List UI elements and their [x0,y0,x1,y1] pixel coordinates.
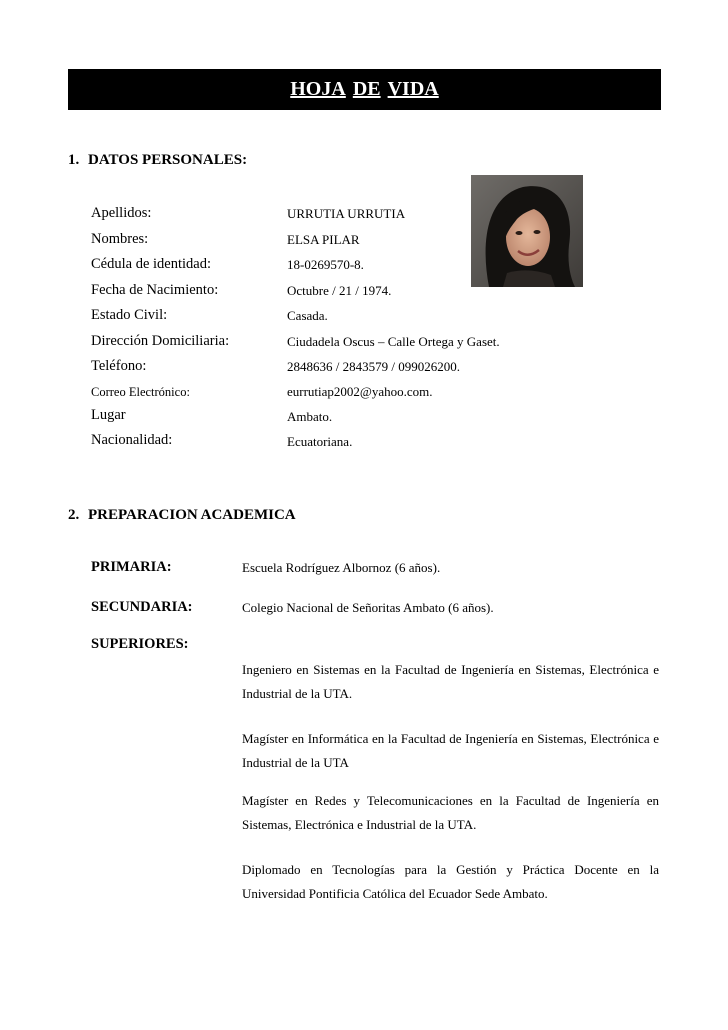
value-cedula: 18-0269570-8. [287,257,364,272]
superior-degree-1: Ingeniero en Sistemas en la Facultad de Ingeniería en Sistemas, Electrónica e Industrial de la UTA. [242,662,659,701]
value-nombres: ELSA PILAR [287,232,360,247]
label-fecha-nacimiento: Fecha de Nacimiento: [91,282,219,298]
portrait-image [471,175,583,287]
value-primaria: Escuela Rodríguez Albornoz (6 años). [242,560,441,575]
value-nacionalidad: Ecuatoriana. [287,434,353,449]
section-number: 1. [68,152,80,168]
value-lugar: Ambato. [287,409,333,424]
superior-degree-4: Diplomado en Tecnologías para la Gestión y Práctica Docente en la Universidad Pontificia Católica del Ecuador Sede Ambato. [242,862,659,901]
label-apellidos: Apellidos: [91,205,152,221]
title-word-de: DE [352,78,381,100]
label-telefono: Teléfono: [91,358,147,374]
label-nombres: Nombres: [91,231,149,247]
label-secundaria: SECUNDARIA: [91,599,193,615]
title-word-vida: VIDA [387,78,439,100]
section-title: DATOS PERSONALES: [88,152,248,168]
section-number: 2. [68,507,80,523]
label-direccion: Dirección Domiciliaria: [91,333,230,349]
portrait-photo [471,175,583,287]
label-nacionalidad: Nacionalidad: [91,432,173,448]
section-heading-personal [68,152,247,169]
value-fecha-nacimiento: Octubre / 21 / 1974. [287,283,392,298]
label-lugar: Lugar [91,407,126,423]
value-direccion: Ciudadela Oscus – Calle Ortega y Gaset. [287,334,500,349]
value-apellidos: URRUTIA URRUTIA [287,206,406,221]
value-correo: eurrutiap2002@yahoo.com. [287,384,433,399]
superior-degree-3: Magíster en Redes y Telecomunicaciones en la Facultad de Ingeniería en Sistemas, Electrónica e Industrial de la UTA. [242,793,659,832]
value-secundaria: Colegio Nacional de Señoritas Ambato (6 años). [242,600,494,615]
label-primaria: PRIMARIA: [91,559,172,575]
label-correo: Correo Electrónico: [91,385,190,399]
document-title [68,69,661,110]
value-telefono: 2848636 / 2843579 / 099026200. [287,359,460,374]
value-estado-civil: Casada. [287,308,328,323]
superior-degree-2: Magíster en Informática en la Facultad de Ingeniería en Sistemas, Electrónica e Industrial de la UTA [242,731,659,770]
label-superiores: SUPERIORES: [91,636,189,652]
title-word-hoja: HOJA [290,78,346,100]
section-title: PREPARACION ACADEMICA [88,507,296,523]
section-heading-academic [68,507,296,524]
label-estado-civil: Estado Civil: [91,307,168,323]
label-cedula: Cédula de identidad: [91,256,211,272]
